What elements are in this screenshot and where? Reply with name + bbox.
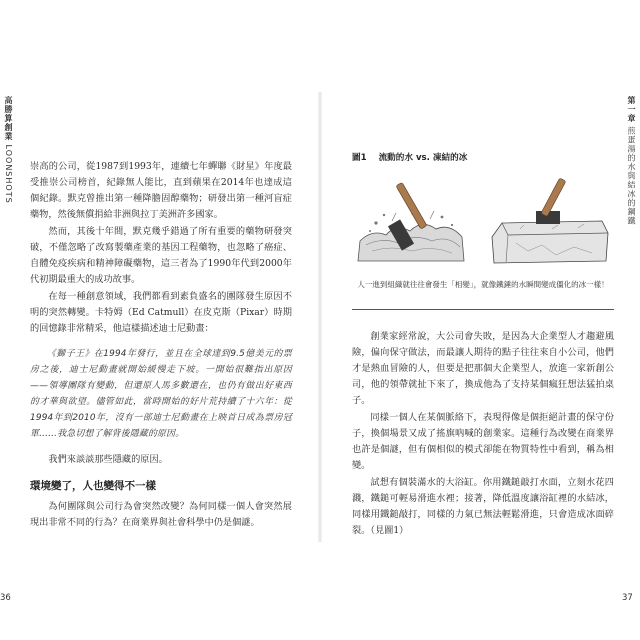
figure-svg	[352, 171, 614, 269]
water-splash-illustration	[358, 182, 464, 261]
right-paragraph-3: 試想有個裝滿水的大浴缸。你用鐵鎚敲打水面，立刻水花四濺，鐵鎚可輕易滑進水裡；接著，降低溫度讓浴缸裡的水結冰，同樣用鐵鎚敲打，同樣的力氣已無法輕鬆滑進，只會造成冰面碎裂。（見圖1）	[352, 477, 614, 536]
figure-illustration	[352, 171, 614, 269]
right-running-head-subtitle: 煎蛋湯的水與結冰的鋼鐵	[627, 126, 636, 226]
figure-heading	[352, 151, 614, 163]
right-paragraph-1: 創業家經常說，大公司會失敗，是因為大企業型人才趨避風險，偏向保守做法，而最讓人期待的點子往往來自小公司，他們才是熱血冒險的人，但要是把那個大企業型人，放進一家新創公司，他的領帶就扯下來了，換成他為了支持某個瘋狂想法猛拍桌子。	[352, 331, 614, 406]
left-paragraph-3: 在每一種創意領域，我們都看到素負盛名的團隊發生原因不明的突然轉變。卡特姆（Ed Catmull）在皮克斯（Pixar）時期的回憶錄非常精采，他這樣描述迪士尼動畫：	[30, 291, 292, 334]
left-page-number: 36	[0, 593, 11, 603]
left-running-head-title: 高勝算創業	[4, 96, 13, 141]
left-running-head	[3, 96, 14, 204]
figure-title: 流動的水 vs. 凍結的冰	[378, 153, 468, 163]
figure-caption: 人一進到組織就往往會發生「相變」，就像鐵錘的水瞬間變成僵化的冰一樣！	[357, 280, 609, 289]
right-running-head-title: 第一章	[627, 96, 636, 123]
sledgehammer-handle-icon	[541, 178, 566, 217]
book-gutter	[318, 92, 322, 542]
left-paragraph-2: 然而，其後十年間，默克幾乎錯過了所有重要的藥物研發突破，不僅忽略了改寫製藥產業的基因工程藥物，也忽略了癌症、自體免疫疾病和精神障礙藥物，這三者為了1990年代到2000年代初期最重大的成功故事。	[30, 226, 292, 285]
left-paragraph-5: 為何團隊與公司行為會突然改變？為何同樣一個人會突然展現出非常不同的行為？在商業界與社會科學中仍是個謎。	[30, 501, 292, 528]
left-running-head-subtitle: LOONSHOTS	[4, 144, 13, 204]
figure-label: 圖1	[352, 153, 367, 163]
right-page-number: 37	[622, 593, 633, 603]
section-heading: 環境變了，人也變得不一樣	[30, 480, 156, 492]
left-paragraph-1: 崇高的公司，從1987到1993年，連續七年蟬聯《財星》年度最受推崇公司榜首，紀錄無人能比，直到蘋果在2014年也達成這個紀錄。默克曾推出第一種降膽固醇藥物；研發出第一種河盲症藥物，然後無償捐給非洲與拉丁美洲許多國家。	[30, 161, 292, 220]
ice-block-illustration	[492, 178, 608, 263]
right-paragraph-2: 同樣一個人在某個脈絡下，表現得像是個拒絕計畫的保守份子，換個場景又成了搖旗吶喊的創業家。這種行為改變在商業界也許是個謎，但有個相似的模式卻能在物質特性中看到，稱為相變。	[352, 412, 614, 471]
figure-divider	[352, 309, 614, 310]
left-paragraph-4: 我們來談談那些隱藏的原因。	[48, 454, 168, 465]
right-running-head	[626, 96, 637, 226]
block-quote: 《獅子王》在1994年發行，並且在全球達到9.5億美元的票房之後，迪士尼動畫就開始緩慢走下坡。一開始很難指出原因——領導團隊有變動，但還原人馬多數還在，也仍有做出好東西的才華與欲望。儘管如此，當時開始的好片荒持續了十六年：從1994年到2010年，沒有一部迪士尼動畫在上映首日成為票房冠軍……我急切想了解背後隱藏的原因。	[30, 349, 292, 439]
